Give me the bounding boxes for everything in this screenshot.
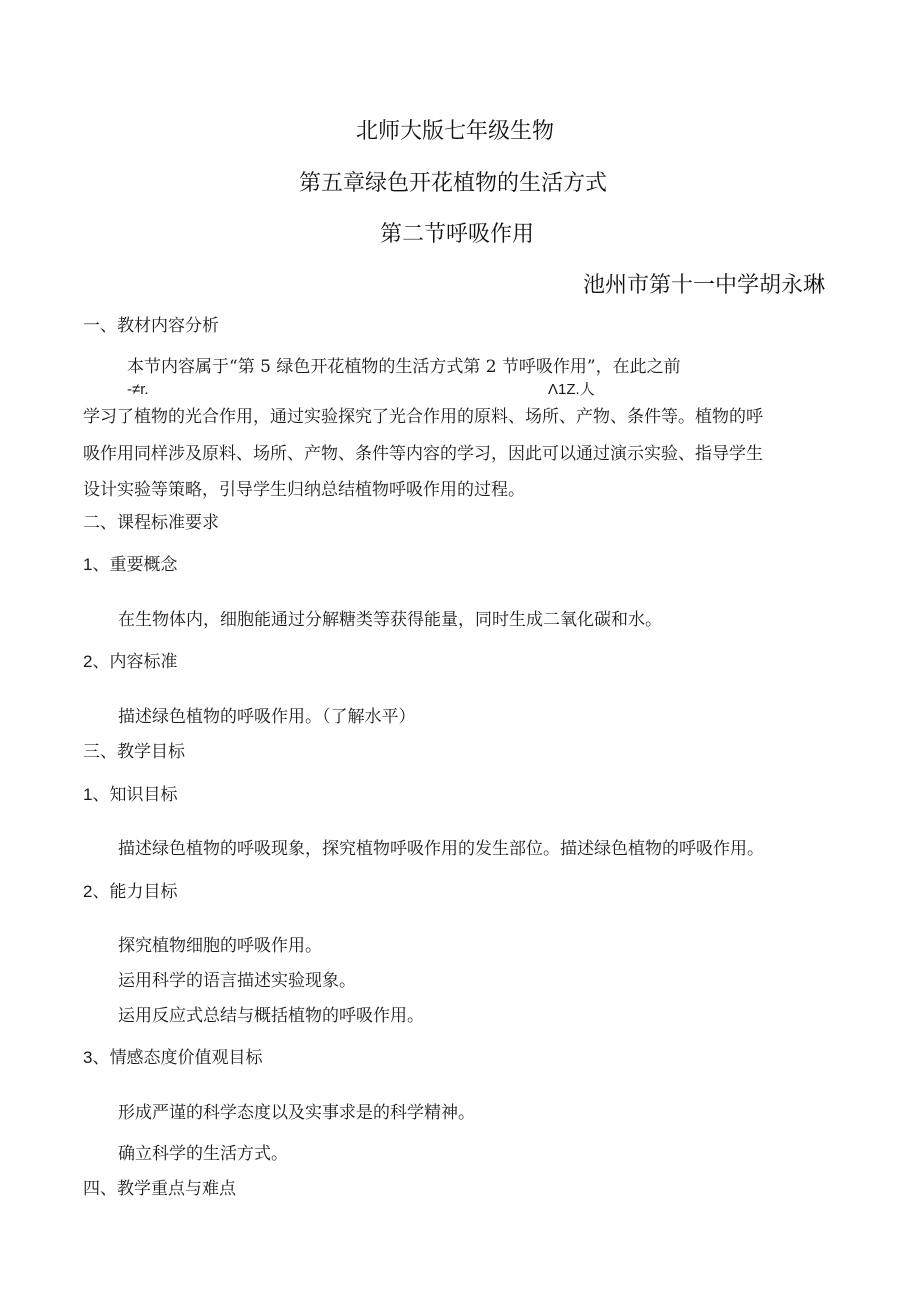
- subheading: 1、知识目标: [83, 785, 178, 805]
- paragraph-line: 学习了植物的光合作用，通过实验探究了光合作用的原料、场所、产物、条件等。植物的呼: [83, 407, 763, 427]
- doc-title-chapter: 第五章绿色开花植物的生活方式: [299, 171, 608, 196]
- paragraph-line: 在生物体内，细胞能通过分解糖类等获得能量，同时生成二氧化碳和水。: [118, 610, 662, 630]
- section-heading-3: 三、教学目标: [83, 742, 185, 762]
- subheading: 1、重要概念: [83, 555, 178, 575]
- subheading: 2、内容标准: [83, 652, 178, 672]
- list-item: 运用科学的语言描述实验现象。: [118, 971, 356, 991]
- list-item: 确立科学的生活方式。: [118, 1144, 288, 1164]
- subheading: 2、能力目标: [83, 882, 178, 902]
- doc-author: 池州市第十一中学胡永琳: [583, 273, 826, 298]
- paragraph-line: 本节内容属于“第 5 绿色开花植物的生活方式第 2 节呼吸作用”，在此之前: [127, 357, 681, 377]
- paragraph-line: 描述绿色植物的呼吸作用。（了解水平）: [118, 707, 416, 727]
- list-item: 形成严谨的科学态度以及实事求是的科学精神。: [118, 1103, 475, 1123]
- section-heading-1: 一、教材内容分析: [83, 316, 219, 336]
- paragraph-line: 设计实验等策略，引导学生归纳总结植物呼吸作用的过程。: [83, 480, 525, 500]
- paragraph-line: 描述绿色植物的呼吸现象，探究植物呼吸作用的发生部位。描述绿色植物的呼吸作用。: [118, 839, 764, 859]
- paragraph-line: 吸作用同样涉及原料、场所、产物、条件等内容的学习，因此可以通过演示实验、指导学生: [83, 444, 763, 464]
- section-heading-2: 二、课程标准要求: [83, 513, 219, 533]
- garbled-text-right: Λ1Z.人: [548, 381, 595, 398]
- subheading: 3、情感态度价值观目标: [83, 1048, 263, 1068]
- doc-title-grade: 北师大版七年级生物: [356, 119, 555, 144]
- list-item: 探究植物细胞的呼吸作用。: [118, 936, 322, 956]
- list-item: 运用反应式总结与概括植物的呼吸作用。: [118, 1006, 424, 1026]
- garbled-text-left: -≠r.: [127, 381, 149, 398]
- doc-title-section: 第二节呼吸作用: [380, 222, 535, 247]
- section-heading-4: 四、教学重点与难点: [83, 1179, 236, 1199]
